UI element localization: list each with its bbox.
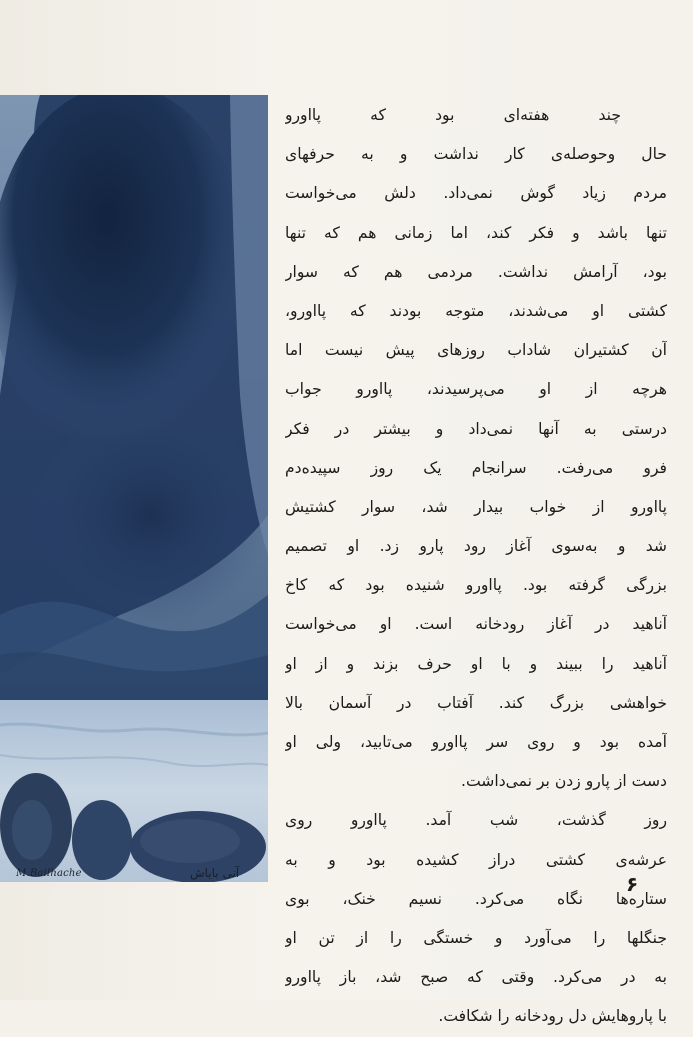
- text-line: تنها باشد و فکر کند، اما زمانی هم که تنها: [285, 223, 667, 242]
- text-line: عرشه‌ی کشتی دراز کشیده بود و به: [285, 850, 667, 869]
- text-line: فرو می‌رفت. سرانجام یک روز سپیده‌دم: [285, 458, 667, 477]
- text-line: آمده بود و روی سر پااورو می‌تابید، ولی او: [285, 733, 667, 751]
- watercolor-illustration: [0, 95, 268, 882]
- paragraph-1: [285, 96, 667, 801]
- text-line: درستی به آنها نمی‌داد و بیشتر در فکر: [285, 419, 667, 438]
- text-line: با پاروهایش دل رودخانه را شکافت.: [438, 1007, 667, 1026]
- text-line: جنگلها را می‌آورد و خستگی را از تن او: [285, 928, 667, 947]
- text-line: چند هفته‌ای بود که پااورو: [285, 106, 621, 124]
- text-line: دست از پارو زدن بر نمی‌داشت.: [461, 772, 667, 791]
- text-line: حال وحوصله‌ی کار نداشت و به حرفهای: [285, 145, 667, 164]
- page-number: ۶: [626, 872, 639, 896]
- text-line: پااورو از خواب بیدار شد، سوار کشتیش: [285, 497, 667, 516]
- artist-signature-persian: آنی بایاش: [190, 866, 240, 880]
- text-line: روز گذشت، شب آمد. پااورو روی: [285, 811, 667, 830]
- story-text: [285, 96, 667, 1037]
- text-line: بود، آرامش نداشت. مردمی هم که سوار: [285, 262, 667, 281]
- text-line: مردم زیاد گوش نمی‌داد. دلش می‌خواست: [285, 184, 667, 203]
- text-line: به در می‌کرد. وقتی که صبح شد، باز پااورو: [285, 968, 667, 987]
- text-line: آناهید در آغاز رودخانه است. او می‌خواست: [285, 615, 667, 634]
- text-line: کشتی او می‌شدند، متوجه بودند که پااورو،: [285, 301, 667, 320]
- text-line: هرچه از او می‌پرسیدند، پااورو جواب: [285, 380, 667, 399]
- text-line: آناهید را ببیند و با او حرف بزند و از او: [285, 654, 667, 673]
- text-line: آن کشتیران شاداب روزهای پیش نیست اما: [285, 341, 667, 360]
- text-line: شد و به‌سوی آغاز رود پارو زد. او تصمیم: [285, 537, 667, 556]
- text-line: ستاره‌ها نگاه می‌کرد. نسیم خنک، بوی: [285, 889, 667, 908]
- artist-signature-latin: M.Bailhache: [16, 868, 82, 879]
- text-line: بزرگی گرفته بود. پااورو شنیده بود که کاخ: [285, 576, 667, 595]
- paragraph-2: [285, 801, 667, 1036]
- text-line: خواهشی بزرگ کند. آفتاب در آسمان بالا: [285, 693, 667, 712]
- watercolor-painting: [0, 95, 268, 882]
